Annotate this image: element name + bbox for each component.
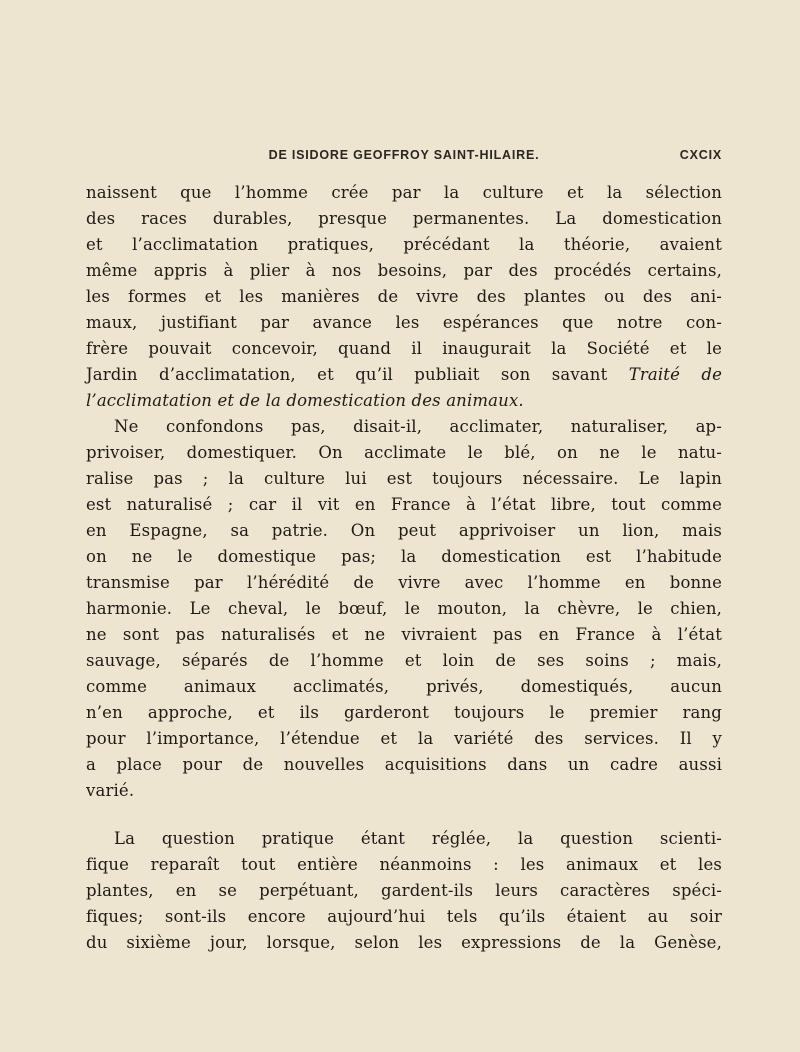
text-line: maux, justifiant par avance les espérances que notre con-	[86, 313, 722, 332]
text-line: varié.	[86, 781, 135, 800]
text-line: naissent que l’homme crée par la culture et la sélection	[86, 183, 722, 202]
running-title: DE ISIDORE GEOFFROY SAINT-HILAIRE.	[268, 148, 540, 162]
text-line: La question pratique étant réglée, la question scienti-	[114, 829, 722, 848]
text-line: même appris à plier à nos besoins, par des procédés certains,	[86, 261, 722, 280]
text-line: n’en approche, et ils garderont toujours le premier rang	[86, 703, 722, 722]
text-line: harmonie. Le cheval, le bœuf, le mouton, la chèvre, le chien,	[86, 599, 722, 618]
paragraph-2	[86, 414, 722, 804]
page-number: CXCIX	[679, 148, 722, 162]
text-line: ne sont pas naturalisés et ne vivraient pas en France à l’état	[86, 625, 722, 644]
running-header	[86, 148, 722, 168]
text-line: comme animaux acclimatés, privés, domestiqués, aucun	[86, 677, 722, 696]
paragraph-3	[86, 826, 722, 956]
text-line: on ne le domestique pas; la domestication est l’habitude	[86, 547, 722, 566]
text-line: Ne confondons pas, disait-il, acclimater, naturaliser, ap-	[114, 417, 722, 436]
text-line: fique reparaît tout entière néanmoins : les animaux et les	[86, 855, 722, 874]
book-title-italic: Traité de	[628, 365, 722, 384]
text-line: pour l’importance, l’étendue et la variété des services. Il y	[86, 729, 722, 748]
text-line: Jardin d’acclimatation, et qu’il publiait son savant	[86, 365, 608, 384]
text-line: frère pouvait concevoir, quand il inaugurait la Société et le	[86, 339, 722, 358]
book-title-italic: l’acclimatation et de la domestication des animaux.	[86, 391, 524, 410]
text-line: et l’acclimatation pratiques, précédant la théorie, avaient	[86, 235, 722, 254]
text-line: privoiser, domestiquer. On acclimate le blé, on ne le natu-	[86, 443, 722, 462]
text-line: sauvage, séparés de l’homme et loin de ses soins ; mais,	[86, 651, 722, 670]
text-line: est naturalisé ; car il vit en France à l’état libre, tout comme	[86, 495, 722, 514]
text-line-with-title	[86, 362, 722, 388]
paragraph-1	[86, 180, 722, 414]
text-line: les formes et les manières de vivre des plantes ou des ani-	[86, 287, 722, 306]
text-line: fiques; sont-ils encore aujourd’hui tels qu’ils étaient au soir	[86, 907, 722, 926]
text-line: en Espagne, sa patrie. On peut apprivoiser un lion, mais	[86, 521, 722, 540]
text-line: a place pour de nouvelles acquisitions dans un cadre aussi	[86, 755, 722, 774]
body-text	[86, 180, 722, 956]
text-line: plantes, en se perpétuant, gardent-ils leurs caractères spéci-	[86, 881, 722, 900]
text-line: des races durables, presque permanentes. La domestication	[86, 209, 722, 228]
text-line: transmise par l’hérédité de vivre avec l’homme en bonne	[86, 573, 722, 592]
text-line: ralise pas ; la culture lui est toujours nécessaire. Le lapin	[86, 469, 722, 488]
text-line: du sixième jour, lorsque, selon les expressions de la Genèse,	[86, 933, 722, 952]
